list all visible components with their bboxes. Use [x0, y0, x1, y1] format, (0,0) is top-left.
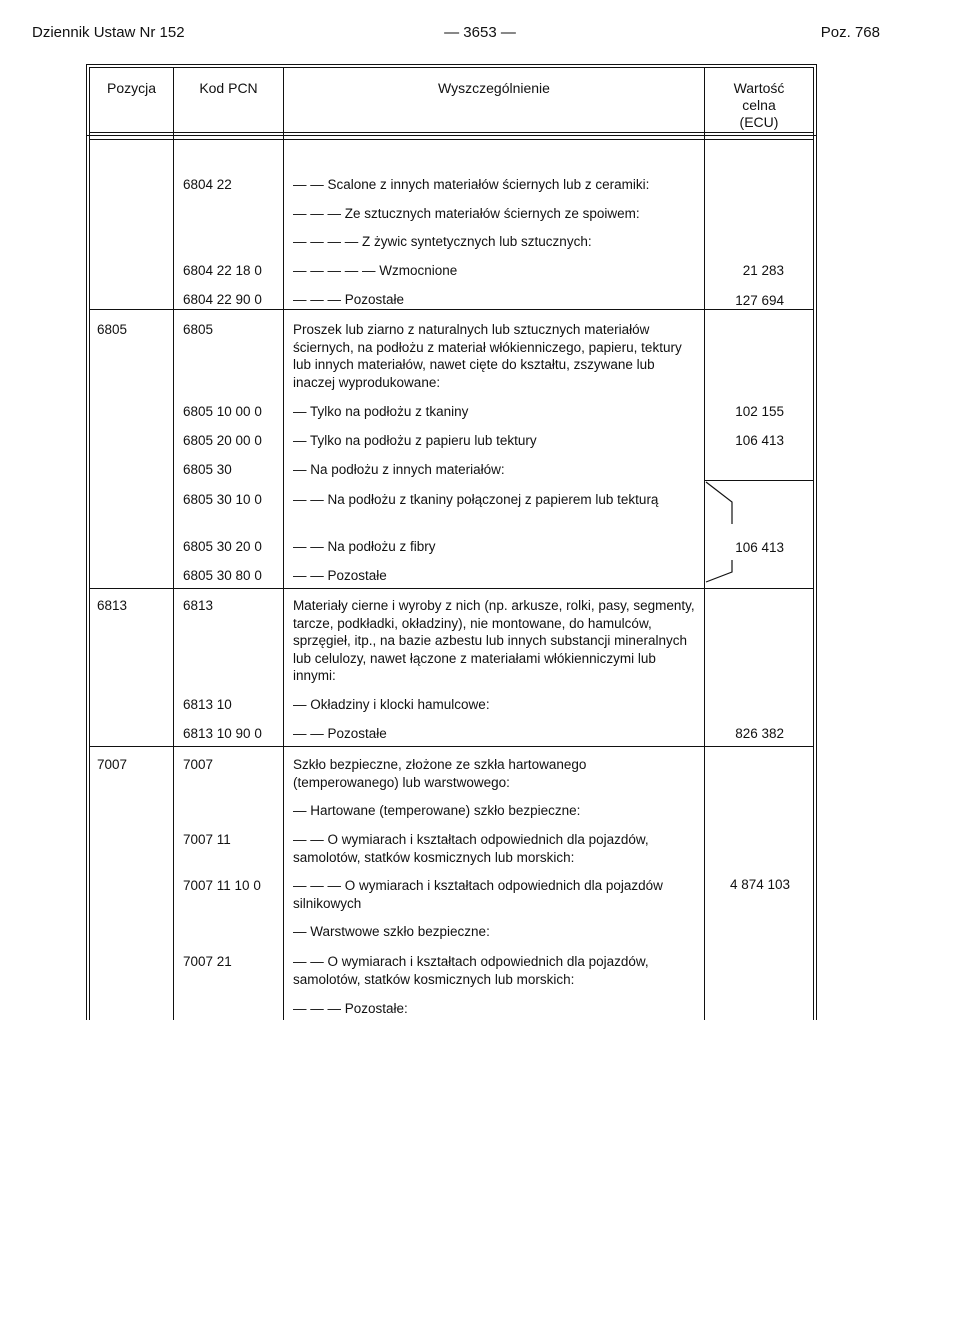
- row-1-opis: — — — Ze sztucznych materiałów ściernych ze spoiwem:: [293, 206, 640, 221]
- row-10-kod: 6805 30 20 0: [183, 539, 262, 554]
- row-13-kod: 6813 10: [183, 697, 232, 712]
- row-10-opis: — — Na podłożu z fibry: [293, 539, 436, 554]
- row-15-opis: Szkło bezpieczne, złożone ze szkła hartowanego (temperowanego) lub warstwowego:: [293, 757, 587, 790]
- row-14-val: 826 382: [735, 726, 784, 741]
- col-header-wartosc-line1: Wartość: [733, 80, 785, 96]
- row-9-opis: — — Na podłożu z tkaniny połączonej z papierem lub tekturą: [293, 492, 659, 507]
- row-9-kod: 6805 30 10 0: [183, 492, 262, 507]
- row-16-opis: — Hartowane (temperowane) szkło bezpieczne:: [293, 803, 581, 818]
- col-header-wartosc-line3: (ECU): [739, 114, 779, 130]
- row-6-opis: — Tylko na podłożu z tkaniny: [293, 404, 469, 419]
- row-5-kod: 6805: [183, 322, 214, 337]
- row-12-opis: Materiały cierne i wyroby z nich (np. arkusze, rolki, pasy, segmenty, tarcze, podkładki, okładziny), nie montowane, do hamulców, sprzęgieł, itp., na bazie azbestu lub innych substancji mineralnych lub celulozy, nawet łączone z materiałami włókienniczymi lub innymi:: [293, 598, 695, 683]
- row-7-kod: 6805 20 00 0: [183, 433, 262, 448]
- row-6-val: 102 155: [735, 404, 784, 419]
- col-divider-2: [283, 67, 284, 1020]
- col-divider-1: [173, 67, 174, 1020]
- row-15-poz: 7007: [97, 757, 128, 772]
- row-3-kod: 6804 22 18 0: [183, 263, 262, 278]
- item-number: Poz. 768: [820, 24, 880, 41]
- row-17-kod: 7007 11: [183, 832, 231, 847]
- row-14-kod: 6813 10 90 0: [183, 726, 262, 741]
- row-0-opis: — — Scalone z innych materiałów ściernych lub z ceramiki:: [293, 177, 650, 192]
- row-7-opis: — Tylko na podłożu z papieru lub tektury: [293, 433, 537, 448]
- row-10-val: 106 413: [735, 540, 784, 555]
- row-3-val: 21 283: [742, 263, 784, 278]
- col-header-kod: Kod PCN: [199, 80, 258, 96]
- row-19-opis: — Warstwowe szkło bezpieczne:: [293, 924, 490, 939]
- row-12-poz: 6813: [97, 598, 128, 613]
- left-border-inner: [89, 67, 90, 1020]
- row-18-opis: — — — O wymiarach i kształtach odpowiednich dla pojazdów silnikowych: [293, 878, 663, 911]
- row-18-kod: 7007 11 10 0: [183, 878, 261, 893]
- row-20-kod: 7007 21: [183, 954, 232, 969]
- row-5-poz: 6805: [97, 322, 128, 337]
- header-bottom-rule: [86, 135, 816, 136]
- section-rule-6805: [89, 309, 813, 310]
- row-4-opis: — — — Pozostałe: [293, 292, 405, 307]
- row-3-opis: — — — — — Wzmocnione: [293, 263, 458, 278]
- right-border: [816, 64, 817, 1020]
- col-header-wartosc-line2: celna: [742, 97, 776, 113]
- brace-bracket-icon: [700, 480, 760, 590]
- row-6-kod: 6805 10 00 0: [183, 404, 262, 419]
- row-13-opis: — Okładziny i klocki hamulcowe:: [293, 697, 490, 712]
- col-header-opis: Wyszczególnienie: [438, 80, 550, 96]
- row-7-val: 106 413: [735, 433, 784, 448]
- col-header-pozycja: Pozycja: [106, 80, 157, 96]
- row-8-kod: 6805 30: [183, 462, 232, 477]
- row-20-opis: — — O wymiarach i kształtach odpowiednich dla pojazdów, samolotów, statków kosmicznych lub morskich:: [293, 954, 649, 987]
- col-header-wartosc: [705, 80, 813, 131]
- header-top-rule: [86, 64, 816, 65]
- row-11-opis: — — Pozostałe: [293, 568, 387, 583]
- row-2-opis: — — — — Z żywic syntetycznych lub sztucznych:: [293, 234, 592, 249]
- journal-title: Dziennik Ustaw Nr 152: [32, 24, 185, 41]
- row-8-opis: — Na podłożu z innych materiałów:: [293, 462, 505, 477]
- section-rule-7007: [89, 746, 813, 747]
- right-border-inner: [813, 67, 814, 1020]
- left-border: [86, 64, 87, 1020]
- row-5-opis: Proszek lub ziarno z naturalnych lub sztucznych materiałów ściernych, na podłożu z materiał włókienniczego, papieru, tektury lub innych materiałów, nawet cięte do kształtu, zszywane lub inaczej wyprodukowane:: [293, 322, 682, 390]
- row-18-val: 4 874 103: [729, 877, 790, 892]
- row-4-kod: 6804 22 90 0: [183, 292, 262, 307]
- row-4-val: 127 694: [735, 293, 784, 308]
- row-0-kod: 6804 22: [183, 177, 232, 192]
- row-17-opis: — — O wymiarach i kształtach odpowiednich dla pojazdów, samolotów, statków kosmicznych lub morskich:: [293, 832, 649, 865]
- row-11-kod: 6805 30 80 0: [183, 568, 262, 583]
- row-14-opis: — — Pozostałe: [293, 726, 387, 741]
- page-number: — 3653 —: [444, 24, 516, 41]
- row-12-kod: 6813: [183, 598, 214, 613]
- row-15-kod: 7007: [183, 757, 214, 772]
- row-21-opis: — — — Pozostałe:: [293, 1001, 408, 1016]
